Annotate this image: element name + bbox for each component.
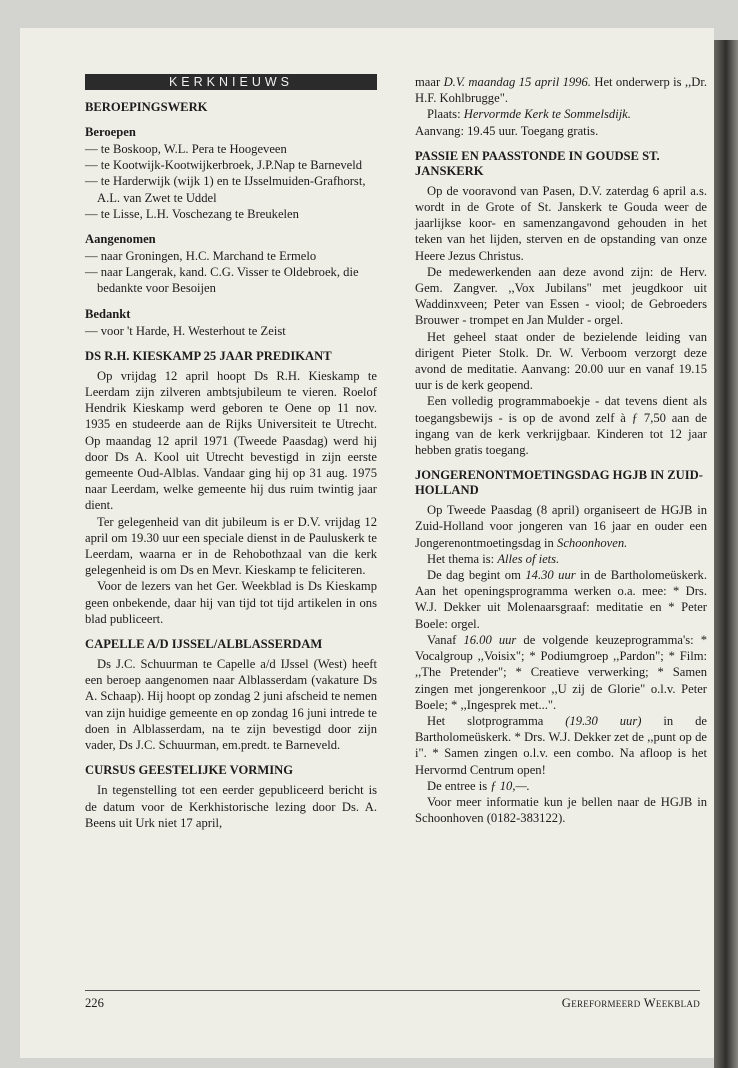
cursus-start: Aanvang: 19.45 uur. Toegang gratis.	[415, 123, 599, 138]
jongeren-price: ƒ 10,—.	[490, 778, 530, 793]
book-spine	[714, 40, 738, 1068]
cursus-paragraph-1: In tegenstelling tot een eerder gepubliceerd bericht is de datum voor de Kerkhistorische lezing door Ds. A. Beens uit Urk niet 17 april,	[85, 783, 377, 830]
kieskamp-paragraph-2: Ter gelegenheid van dit jubileum is er D.V. vrijdag 12 april om 19.30 uur een speciale dienst in de Pauluskerk te Leerdam, waarna er in de Rehobothzaal van die kerk gelegenheid is om Ds en Mevr. Kieskamp te feliciteren.	[85, 514, 377, 578]
beroepen-list	[85, 141, 377, 222]
jongeren-theme-value: Alles of iets.	[497, 551, 560, 566]
passie-heading: PASSIE EN PAASSTONDE IN GOUDSE ST. JANSKERK	[415, 148, 660, 178]
bedankt-list	[85, 323, 377, 339]
jongeren-theme-label: Het thema is:	[427, 551, 495, 566]
cursus-text: maar	[415, 75, 441, 89]
jongeren-text: in de Bartholomeüskerk. * Drs. W.J. Dekker zet de ,,punt op de i". * Samen zingen o.l.v. een combo. Na afloop is het Hervormd Centrum open!	[415, 713, 707, 777]
left-column	[85, 74, 377, 831]
jongeren-heading: JONGERENONTMOETINGSDAG HGJB IN ZUID-HOLLAND	[415, 468, 703, 498]
jongeren-paragraph-6	[415, 778, 707, 794]
jongeren-text: De entree is	[427, 778, 488, 793]
list-item: — naar Langerak, kand. C.G. Visser te Oldebroek, die bedankte voor Besoijen	[85, 265, 359, 296]
beroepingswerk-heading: BEROEPINGSWERK	[85, 100, 208, 114]
kieskamp-heading: DS R.H. KIESKAMP 25 JAAR PREDIKANT	[85, 348, 332, 363]
magazine-title: Gereformeerd Weekblad	[561, 996, 700, 1010]
passie-paragraph-3: Het geheel staat onder de bezielende leiding van dirigent Pieter Stolk. Dr. W. Verboom verzorgt deze avond de meditatie. Aanvang: 20.00 uur en vanaf 19.15 uur is de kerk geopend.	[415, 329, 707, 393]
jongeren-text: Op Tweede Paasdag (8 april) organiseert de HGJB in Zuid-Holland voor jongeren van 16 jaar en ouder een Jongerenontmoetingsdag in	[415, 503, 707, 550]
cursus-place-label: Plaats:	[427, 107, 461, 122]
list-item: — te Lisse, L.H. Voschezang te Breukelen	[85, 206, 299, 221]
page-footer	[85, 990, 700, 1010]
passie-paragraph-2: De medewerkenden aan deze avond zijn: de Herv. Gem. Zangver. ,,Vox Jubilans" met jeugdkoor uit Waddinxveen; Peter van Essen - viool; de Gebroeders Brouwer - trompet en Jan Mulder - orgel.	[415, 264, 707, 328]
passie-paragraph-4: Een volledig programmaboekje - dat tevens dient als toegangsbewijs - is op de avond zelf à ƒ 7,50 aan de ingang van de kerk verkrijgbaar. Kinderen tot 12 jaar hebben gratis toegang.	[415, 394, 707, 458]
jongeren-paragraph-7: Voor meer informatie kun je bellen naar de HGJB in Schoonhoven (0182-383122).	[415, 794, 707, 826]
list-item: — te Harderwijk (wijk 1) en te IJsselmuiden-Grafhorst, A.L. van Zwet te Uddel	[85, 174, 366, 205]
cursus-heading: CURSUS GEESTELIJKE VORMING	[85, 763, 294, 778]
jongeren-time: 14.30 uur	[525, 568, 576, 583]
jongeren-paragraph-5	[415, 713, 707, 778]
aangenomen-label: Aangenomen	[85, 232, 156, 247]
jongeren-text: in de Bartholomeüskerk. Aan het openingsprogramma werken o.a. mee: * Drs. W.J. Dekker uit Molenaarsgraaf: meditatie en * Peter Boele: orgel.	[415, 568, 707, 631]
jongeren-text: De dag begint om	[427, 568, 521, 583]
bedankt-label: Bedankt	[85, 306, 131, 321]
jongeren-paragraph-3	[415, 567, 707, 632]
cursus-subject: Het onderwerp is ,,Dr. H.F. Kohlbrugge".	[415, 75, 708, 106]
jongeren-paragraph-4	[415, 632, 707, 713]
kieskamp-paragraph-1: Op vrijdag 12 april hoopt Ds R.H. Kieskamp te Leerdam zijn zilveren ambtsjubileum te vieren. Roelof Hendrik Kieskamp werd geboren te Oene op 11 nov. 1935 en studeerde aan de Rijks Universiteit te Utrecht. Op maandag 12 april 1971 (Tweede Paasdag) werd hij door Ds A. Kool uit Utrecht bevestigd in zijn eerste gemeente Oud-Alblas. Vandaar ging hij op 31 aug. 1975 naar Leerdam, welke gemeente hij dus ruim twintig jaar dient.	[85, 368, 377, 513]
passie-paragraph-1: Op de vooravond van Pasen, D.V. zaterdag 6 april a.s. wordt in de Grote of St. Janskerk te Gouda weer de jaarlijkse koor- en samenzangavond gehouden in het teken van het lijden, sterven en de opstanding van onze Heere Jezus Christus.	[415, 183, 707, 263]
cursus-place	[415, 106, 707, 122]
aangenomen-list	[85, 248, 377, 297]
capelle-paragraph-1: Ds J.C. Schuurman te Capelle a/d IJssel (West) heeft een beroep aangenomen naar Alblasserdam (vakature Ds A. Schaap). Hij hoopt op zondag 2 juni afscheid te nemen van zijn huidige gemeente en op zondag 16 juni intrede te doen in Alblasserdam, na te zijn bevestigd door zijn vader, Ds J.C. Schuurman, em.predt. te Barneveld.	[85, 657, 377, 753]
right-column	[415, 74, 707, 826]
cursus-paragraph-1-cont	[415, 74, 707, 106]
jongeren-theme	[415, 551, 707, 567]
jongeren-time: (19.30 uur)	[565, 713, 642, 728]
page-number: 226	[85, 996, 104, 1010]
kieskamp-paragraph-3: Voor de lezers van het Ger. Weekblad is Ds Kieskamp geen onbekende, daar hij van tijd tot tijd artikelen in ons blad publiceert.	[85, 579, 377, 626]
list-item: — voor 't Harde, H. Westerhout te Zeist	[85, 323, 286, 338]
jongeren-paragraph-1	[415, 502, 707, 551]
jongeren-place: Schoonhoven.	[557, 535, 628, 550]
jongeren-time: 16.00 uur	[463, 632, 517, 647]
list-item: — te Boskoop, W.L. Pera te Hoogeveen	[85, 142, 287, 156]
beroepen-label: Beroepen	[85, 125, 136, 139]
capelle-heading: CAPELLE A/D IJSSEL/ALBLASSERDAM	[85, 637, 323, 652]
cursus-date: D.V. maandag 15 april 1996.	[443, 75, 591, 89]
list-item: — te Kootwijk-Kootwijkerbroek, J.P.Nap te Barneveld	[85, 158, 363, 173]
jongeren-text: de volgende keuzeprogramma's: * Vocalgroup ,,Voisix"; * Podiumgroep ,,Pardon"; * Film: ,,The Pretender"; * Creatieve verwerking; * Samen zingen met jongerenkoor ,,U zij de Glorie" o.l.v. Peter Boele; * ,,Ingesprek met...".	[415, 632, 707, 712]
jongeren-text: Vanaf	[427, 632, 457, 647]
cursus-place-value: Hervormde Kerk te Sommelsdijk.	[463, 107, 631, 122]
section-banner: KERKNIEUWS	[85, 74, 377, 90]
list-item: — naar Groningen, H.C. Marchand te Ermelo	[85, 249, 317, 264]
jongeren-text: Het slotprogramma	[427, 713, 544, 728]
